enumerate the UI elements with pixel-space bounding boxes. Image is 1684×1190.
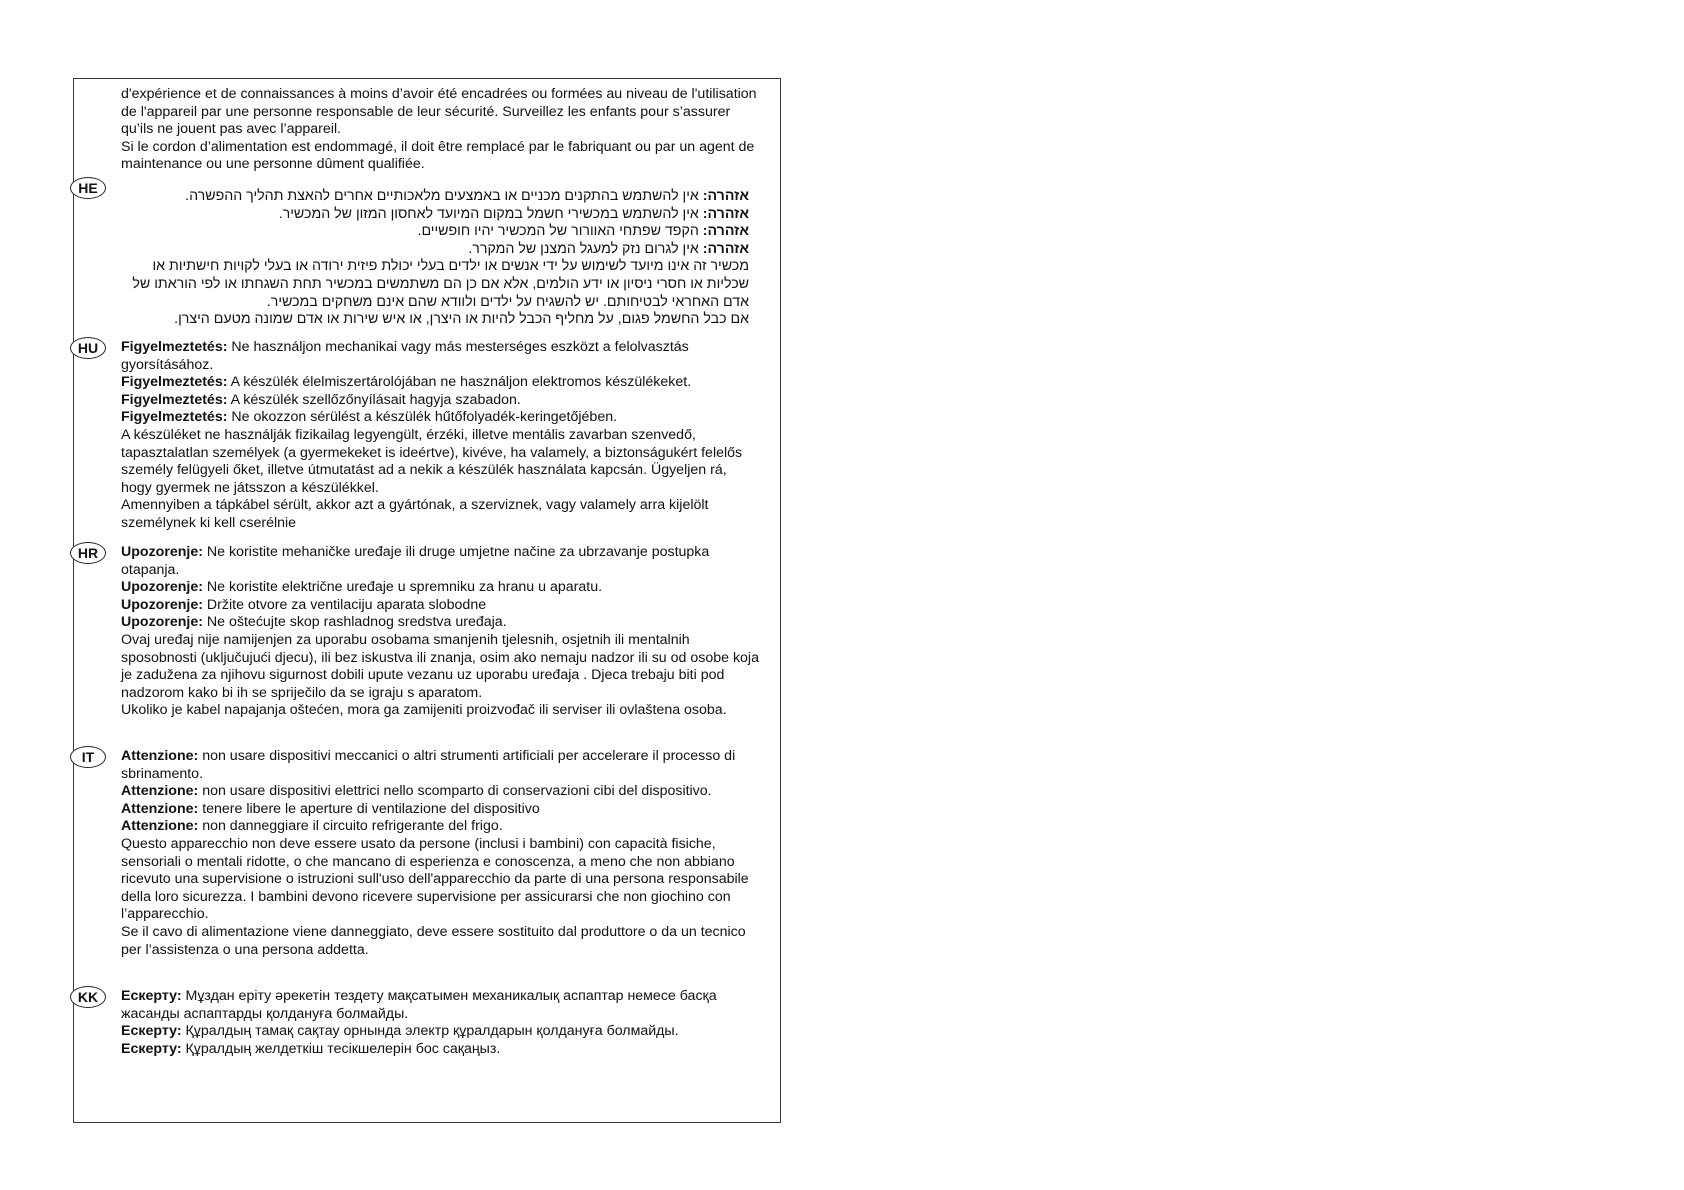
language-badge-it: IT xyxy=(70,746,106,768)
warning-line xyxy=(121,223,749,241)
warning-label: Figyelmeztetés: xyxy=(121,409,228,426)
language-badge-he: HE xyxy=(70,177,106,199)
language-badge-hr: HR xyxy=(70,542,106,564)
section-hu xyxy=(121,339,761,533)
warning-label: Figyelmeztetés: xyxy=(121,391,228,408)
warning-line xyxy=(121,1041,761,1059)
warning-label: Attenzione: xyxy=(121,800,199,817)
warning-line xyxy=(121,783,761,801)
warning-line xyxy=(121,339,761,374)
warning-line xyxy=(121,409,761,427)
warning-label: Figyelmeztetés: xyxy=(121,374,228,391)
language-badge-hu: HU xyxy=(70,337,106,359)
warning-line xyxy=(121,818,761,836)
warning-line xyxy=(121,188,749,206)
warning-text: Мұздан еріту әрекетін тездету мақсатымен механикалық аспаптар немесе басқа жасанды аспаптарды қолдануға болмайды. xyxy=(121,988,717,1022)
body-paragraph: Ukoliko je kabel napajanja oštećen, mora ga zamijeniti proizvođač ili serviser ili ovlaštena osoba. xyxy=(121,702,727,719)
warning-text: non usare dispositivi meccanici o altri strumenti artificiali per accelerare il processo di sbrinamento. xyxy=(121,748,736,782)
warning-label: אזהרה: xyxy=(702,240,749,257)
warning-label: Upozorenje: xyxy=(121,614,203,631)
warning-text: הקפד שפתחי האוורור של המכשיר יהיו חופשיים. xyxy=(417,223,703,240)
body-paragraph: מכשיר זה אינו מיועד לשימוש על ידי אנשים או ילדים בעלי יכולת פיזית ירודה או בעלי לקויות חישתיות או שכליות או חסרי ניסיון או ידע הולמים, אלא אם כן הם משתמשים במכשיר תחת השגחתו או לפי הוראתו של אדם האחראי לבטיחותם. יש להשגיח על ילדים ולוודא שהם אינם משחקים במכשיר. xyxy=(132,258,749,310)
warning-label: אזהרה: xyxy=(702,223,749,240)
warning-text: Құралдың тамақ сақтау орнында электр құралдарын қолдануға болмайды. xyxy=(181,1023,679,1040)
warning-text: A készülék élelmiszertárolójában ne használjon elektromos készülékeket. xyxy=(227,374,692,391)
warning-label: אזהרה: xyxy=(702,205,749,222)
warning-label: Upozorenje: xyxy=(121,544,203,560)
warning-text: non usare dispositivi elettrici nello scomparto di conservazioni cibi del dispositivo. xyxy=(198,783,712,800)
warning-label: Attenzione: xyxy=(121,748,199,764)
warning-text: Ne használjon mechanikai vagy más mesterséges eszközt a felolvasztás gyorsításához. xyxy=(121,339,689,373)
warning-line xyxy=(121,241,749,259)
warning-line xyxy=(121,206,749,224)
warning-text: Ne oštećujte skop rashladnog sredstva uređaja. xyxy=(202,614,507,631)
warning-text: אין להשתמש בהתקנים מכניים או באמצעים מלאכותיים אחרים להאצת תהליך ההפשרה. xyxy=(185,188,703,204)
warning-text: A készülék szellőzőnyílásait hagyja szabadon. xyxy=(227,391,521,408)
body-paragraph: אם כבל החשמל פגום, על מחליף הכבל להיות או היצרן, או איש שירות או אדם שמונה מטעם היצרן. xyxy=(174,311,749,328)
warning-line xyxy=(121,597,761,615)
warning-label: Upozorenje: xyxy=(121,579,203,596)
warning-line xyxy=(121,392,761,410)
warning-text: Držite otvore za ventilaciju aparata slobodne xyxy=(202,596,487,613)
intro-paragraph: Si le cordon d’alimentation est endommagé, il doit être remplacé par le fabriquant ou par un agent de maintenance ou une personne dûment qualifiée. xyxy=(121,138,755,173)
warning-line xyxy=(121,544,761,579)
body-paragraph: Amennyiben a tápkábel sérült, akkor azt a gyártónak, a szerviznek, vagy valamely arra kijelölt személynek ki kell cserélnie xyxy=(121,497,709,531)
warning-line xyxy=(121,579,761,597)
warning-text: tenere libere le aperture di ventilazione del dispositivo xyxy=(198,800,540,817)
language-badge-kk: KK xyxy=(70,986,106,1008)
warning-line xyxy=(121,374,761,392)
warning-text: Ne koristite mehaničke uređaje ili druge umjetne načine za ubrzavanje postupka otapanja. xyxy=(121,544,710,578)
warning-line xyxy=(121,1023,761,1041)
warning-line xyxy=(121,801,761,819)
intro-text xyxy=(121,86,761,174)
warning-text: Құралдың желдеткіш тесікшелерін бос сақаңыз. xyxy=(181,1040,501,1057)
warning-label: Attenzione: xyxy=(121,783,199,800)
section-kk xyxy=(121,988,761,1058)
section-hr xyxy=(121,544,761,720)
warning-label: Figyelmeztetés: xyxy=(121,339,228,355)
warning-line xyxy=(121,988,761,1023)
body-paragraph: Questo apparecchio non deve essere usato da persone (inclusi i bambini) con capacità fisiche, sensoriali o mentali ridotte, o che mancano di esperienza e conoscenza, a meno che non abbiano ricevuto una supervisione o istruzioni sull'uso dell'apparecchio da parte di una persona responsabile della loro sicurezza. I bambini devono ricevere supervisione per assicurarsi che non giochino con l’apparecchio. xyxy=(121,835,749,923)
warning-line xyxy=(121,614,761,632)
warning-label: Ескерту: xyxy=(121,1023,182,1040)
warning-text: Ne koristite električne uređaje u spremniku za hranu u aparatu. xyxy=(202,579,603,596)
body-paragraph: Se il cavo di alimentazione viene danneggiato, deve essere sostituito dal produttore o da un tecnico per l’assistenza o una persona addetta. xyxy=(121,923,746,958)
warning-text: אין להשתמש במכשירי חשמל במקום המיועד לאחסון המזון של המכשיר. xyxy=(278,205,703,222)
body-paragraph: Ovaj uređaj nije namijenjen za uporabu osobama smanjenih tjelesnih, osjetnih ili mentalnih sposobnosti (uključujući djecu), ili bez iskustva ili znanja, osim ako nemaju nadzor ili su od osobe koja je zadužena za njihovu sigurnost dobili upute vezanu uz uporabu uređaja . Djeca trebaju biti pod nadzorom kako bi ih se spriječilo da se igraju s aparatom. xyxy=(121,631,759,701)
warning-label: Ескерту: xyxy=(121,988,182,1004)
warning-text: non danneggiare il circuito refrigerante del frigo. xyxy=(198,818,503,835)
warning-label: Upozorenje: xyxy=(121,596,203,613)
warning-label: Ескерту: xyxy=(121,1040,182,1057)
body-paragraph: A készüléket ne használják fizikailag legyengült, érzéki, illetve mentális zavarban szenvedő, tapasztalatlan személyek (a gyermekeket is ideértve), kivéve, ha valamely, a biztonságukért felelős személy felügyeli őket, illetve útmutatást ad a nekik a készülék használata kapcsán. Ügyeljen rá, hogy gyermek ne játsszon a készülékkel. xyxy=(121,426,743,496)
warning-label: אזהרה: xyxy=(702,188,749,204)
warning-line xyxy=(121,748,761,783)
warning-text: Ne okozzon sérülést a készülék hűtőfolyadék-keringetőjében. xyxy=(227,409,618,426)
warning-text: אין לגרום נזק למעגל המצנן של המקרר. xyxy=(468,240,703,257)
intro-paragraph: d'expérience et de connaissances à moins d’avoir été encadrées ou formées au niveau de l'utilisation de l'appareil par une personne responsable de leur sécurité. Surveillez les enfants pour s’assurer qu’ils ne jouent pas avec l’appareil. xyxy=(121,86,757,138)
section-he xyxy=(121,188,749,329)
section-it xyxy=(121,748,761,959)
warning-label: Attenzione: xyxy=(121,818,199,835)
